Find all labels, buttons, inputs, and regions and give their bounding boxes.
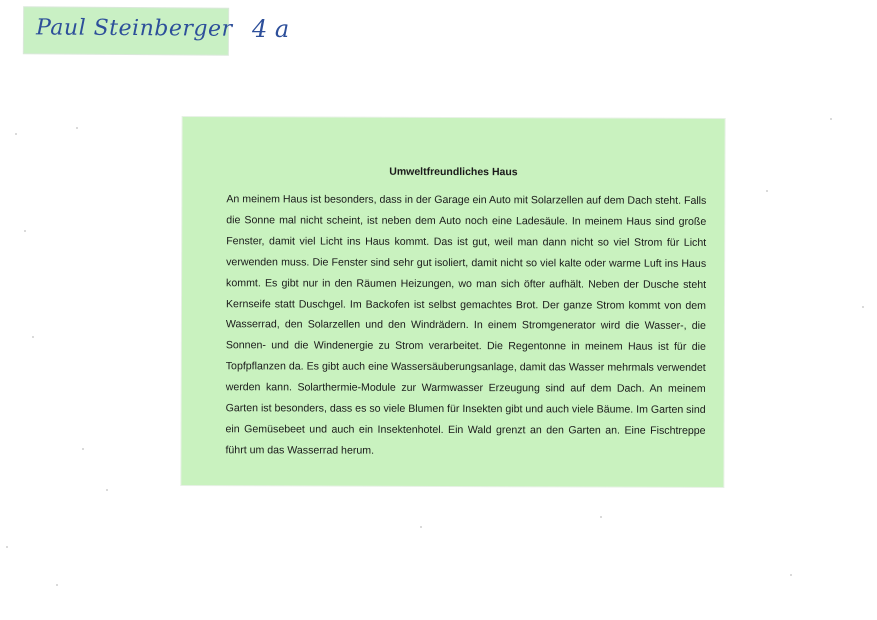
document-title: Umweltfreundliches Haus <box>389 165 518 179</box>
student-name: Paul Steinberger <box>35 15 233 42</box>
scan-speck <box>830 118 832 120</box>
document-body: An meinem Haus ist besonders, dass in der Garage ein Auto mit Solarzellen auf dem Dach steht. Falls die Sonne mal nicht scheint, ist neben dem Auto noch eine Ladesäule. In meinem Haus sind große Fenster, damit viel Licht ins Haus kommt. Das ist gut, weil man dann nicht so viel Strom für Licht verwenden muss. Die Fenster sind sehr gut isoliert, damit nicht so viel kalte oder warme Luft ins Haus kommt. Es gibt nur in den Räumen Heizungen, wo man sich öfter aufhält. Neben der Dusche steht Kernseife statt Duschgel. Im Backofen ist selbst gemachtes Brot. Der ganze Strom kommt von dem Wasserrad, den Solarzellen und den Windrädern. In einem Stromgenerator wird die Wasser-, die Sonnen- und die Windenergie zu Strom verarbeitet. Die Regentonne in meinem Haus ist für die Topfpflanzen da. Es gibt auch eine Wassersäuberungsanlage, damit das Wasser mehrmals verwendet werden kann. Solarthermie-Module zur Warmwasser Erzeugung sind auf dem Dach. An meinem Garten ist besonders, dass es so viele Blumen für Insekten gibt und auch viele Bäume. Im Garten sind ein Gemüsebeet und auch ein Insektenhotel. Ein Wald grenzt an den Garten an. Eine Fischtreppe führt um das Wasserrad herum. <box>225 193 707 457</box>
scan-speck <box>766 190 768 192</box>
scan-speck <box>24 230 26 232</box>
scan-speck <box>56 584 58 586</box>
scan-speck <box>6 546 8 548</box>
essay-paper <box>181 117 724 487</box>
scan-speck <box>420 526 422 528</box>
scan-speck <box>790 574 792 576</box>
scan-speck <box>82 448 84 450</box>
scan-speck <box>106 489 108 491</box>
scan-speck <box>76 127 78 129</box>
scan-speck <box>32 336 34 338</box>
name-label <box>24 7 233 54</box>
class-label: 4 a <box>252 15 290 43</box>
scan-speck <box>15 133 17 135</box>
scan-speck <box>600 516 602 518</box>
scan-speck <box>862 306 864 308</box>
